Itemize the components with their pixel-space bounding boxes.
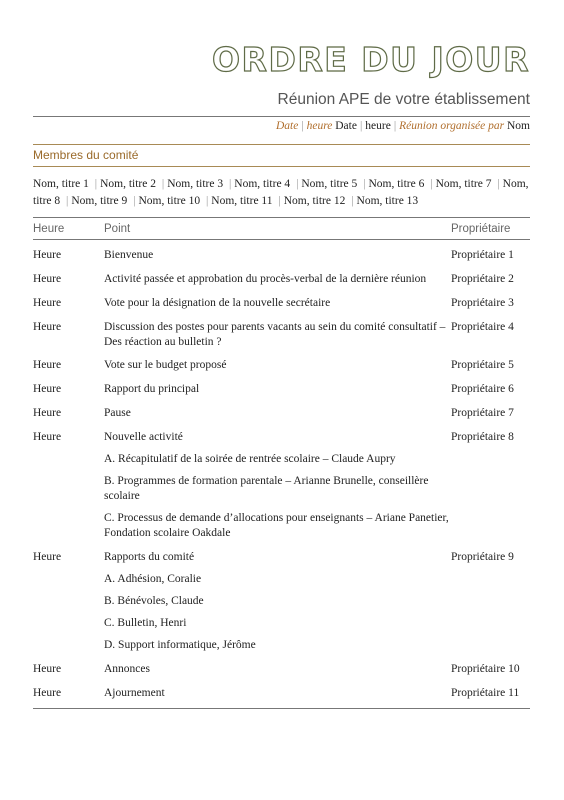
date-value: Date — [335, 120, 357, 132]
committee-member: Nom, titre 1 — [33, 178, 89, 190]
agenda-item-title: Vote sur le budget proposé — [104, 359, 227, 371]
agenda-item — [104, 382, 451, 397]
committee-member: Nom, titre 12 — [283, 195, 346, 207]
committee-member: Nom, titre 4 — [234, 178, 291, 190]
agenda-owner: Propriétaire 4 — [451, 321, 514, 333]
header-divider — [33, 116, 530, 117]
committee-member: Nom, titre 3 — [167, 178, 224, 190]
column-header-owner: Propriétaire — [451, 223, 511, 235]
member-separator: | — [296, 178, 299, 190]
member-separator: | — [278, 195, 281, 207]
agenda-time: Heure — [33, 359, 62, 371]
agenda-owner: Propriétaire 5 — [451, 359, 514, 371]
committee-member: Nom, titre 13 — [356, 195, 419, 207]
agenda-row — [33, 382, 530, 397]
agenda-subitem: D. Support informatique, Jérôme — [104, 639, 256, 651]
agenda-item — [104, 296, 451, 311]
meta-separator: | — [301, 120, 304, 132]
agenda-time: Heure — [33, 249, 62, 261]
agenda-item-title: Ajournement — [104, 687, 165, 699]
committee-member: Nom, titre 2 — [100, 178, 156, 190]
document-title: ORDRE DU JOUR — [211, 40, 530, 79]
agenda-item — [104, 686, 451, 701]
agenda-subitem: C. Processus de demande d’allocations pour enseignants – Ariane Panetier, Fondation scolaire Oakdale — [104, 512, 449, 539]
agenda-item — [104, 406, 451, 421]
committee-top-divider — [33, 144, 530, 145]
agenda-owner: Propriétaire 1 — [451, 249, 514, 261]
member-separator: | — [94, 178, 98, 190]
agenda-row — [33, 430, 530, 541]
agenda-row — [33, 272, 530, 287]
agenda-row — [33, 662, 530, 677]
organizer-value: Nom — [507, 120, 530, 132]
time-value: heure — [365, 120, 391, 132]
agenda-item — [104, 272, 451, 287]
agenda-subitem: C. Bulletin, Henri — [104, 617, 187, 629]
agenda-row — [33, 358, 530, 373]
committee-label: Membres du comité — [33, 148, 139, 162]
agenda-owner: Propriétaire 3 — [451, 297, 514, 309]
agenda-subitem: A. Récapitulatif de la soirée de rentrée scolaire – Claude Aupry — [104, 453, 396, 465]
agenda-owner: Propriétaire 11 — [451, 687, 520, 699]
agenda-row — [33, 686, 530, 701]
committee-member: Nom, titre 9 — [71, 195, 128, 207]
agenda-rows — [33, 248, 530, 701]
committee-member: Nom, titre 7 — [435, 178, 492, 190]
document-subtitle: Réunion APE de votre établissement — [277, 91, 530, 108]
agenda-item — [104, 320, 451, 350]
agenda-item — [104, 248, 451, 263]
committee-members — [33, 176, 530, 210]
agenda-time: Heure — [33, 431, 62, 443]
agenda-owner: Propriétaire 7 — [451, 407, 514, 419]
agenda-owner: Propriétaire 8 — [451, 431, 514, 443]
committee-bottom-divider — [33, 166, 530, 167]
agenda-time: Heure — [33, 273, 62, 285]
committee-member: Nom, titre 5 — [301, 178, 358, 190]
agenda-row — [33, 406, 530, 421]
agenda-owner: Propriétaire 10 — [451, 663, 520, 675]
agenda-item-title: Activité passée et approbation du procès-verbal de la dernière réunion — [104, 273, 427, 285]
committee-member: Nom, titre 10 — [138, 195, 201, 207]
agenda-time: Heure — [33, 383, 62, 395]
member-separator: | — [351, 195, 354, 207]
agenda-table — [33, 217, 530, 709]
agenda-time: Heure — [33, 551, 62, 563]
agenda-row — [33, 296, 530, 311]
agenda-item-title: Vote pour la désignation de la nouvelle secrétaire — [104, 297, 331, 309]
column-header-item: Point — [104, 223, 131, 235]
meta-separator: | — [359, 120, 363, 132]
date-label: Date — [275, 120, 299, 132]
time-label: heure — [306, 120, 333, 132]
agenda-item-title: Pause — [104, 407, 131, 419]
agenda-item-title: Nouvelle activité — [104, 431, 183, 443]
organizer-label: Réunion organisée par — [399, 120, 505, 132]
agenda-time: Heure — [33, 663, 62, 675]
agenda-time: Heure — [33, 687, 62, 699]
agenda-item-title: Bienvenue — [104, 249, 154, 261]
agenda-row — [33, 550, 530, 653]
agenda-row — [33, 248, 530, 263]
agenda-item-title: Rapports du comité — [104, 551, 195, 563]
committee-member: Nom, titre 11 — [211, 195, 273, 207]
agenda-time: Heure — [33, 407, 62, 419]
column-header-time: Heure — [33, 223, 65, 235]
agenda-header-row — [33, 217, 530, 240]
committee-member: Nom, titre 8 — [33, 178, 529, 207]
member-separator: | — [497, 178, 500, 190]
agenda-item — [104, 430, 451, 541]
agenda-subitem: B. Programmes de formation parentale – Arianne Brunelle, conseillère scolaire — [104, 475, 429, 502]
meta-separator: | — [393, 120, 397, 132]
agenda-subitem: B. Bénévoles, Claude — [104, 595, 204, 607]
member-separator: | — [228, 178, 232, 190]
member-separator: | — [161, 178, 165, 190]
agenda-bottom-divider — [33, 708, 530, 709]
member-separator: | — [430, 178, 433, 190]
member-separator: | — [66, 195, 69, 207]
agenda-item-title: Discussion des postes pour parents vacants au sein du comité consultatif – Des réaction au bulletin ? — [104, 321, 446, 348]
agenda-item — [104, 662, 451, 677]
agenda-item-title: Rapport du principal — [104, 383, 200, 395]
agenda-item-title: Annonces — [104, 663, 150, 675]
agenda-subitem: A. Adhésion, Coralie — [104, 573, 202, 585]
meeting-meta — [276, 120, 530, 132]
agenda-item — [104, 358, 451, 373]
agenda-owner: Propriétaire 9 — [451, 551, 514, 563]
agenda-item — [104, 550, 451, 653]
member-separator: | — [133, 195, 136, 207]
agenda-time: Heure — [33, 321, 62, 333]
agenda-owner: Propriétaire 6 — [451, 383, 514, 395]
agenda-row — [33, 320, 530, 350]
committee-member: Nom, titre 6 — [368, 178, 425, 190]
member-separator: | — [205, 195, 209, 207]
member-separator: | — [363, 178, 366, 190]
agenda-time: Heure — [33, 297, 62, 309]
agenda-owner: Propriétaire 2 — [451, 273, 514, 285]
